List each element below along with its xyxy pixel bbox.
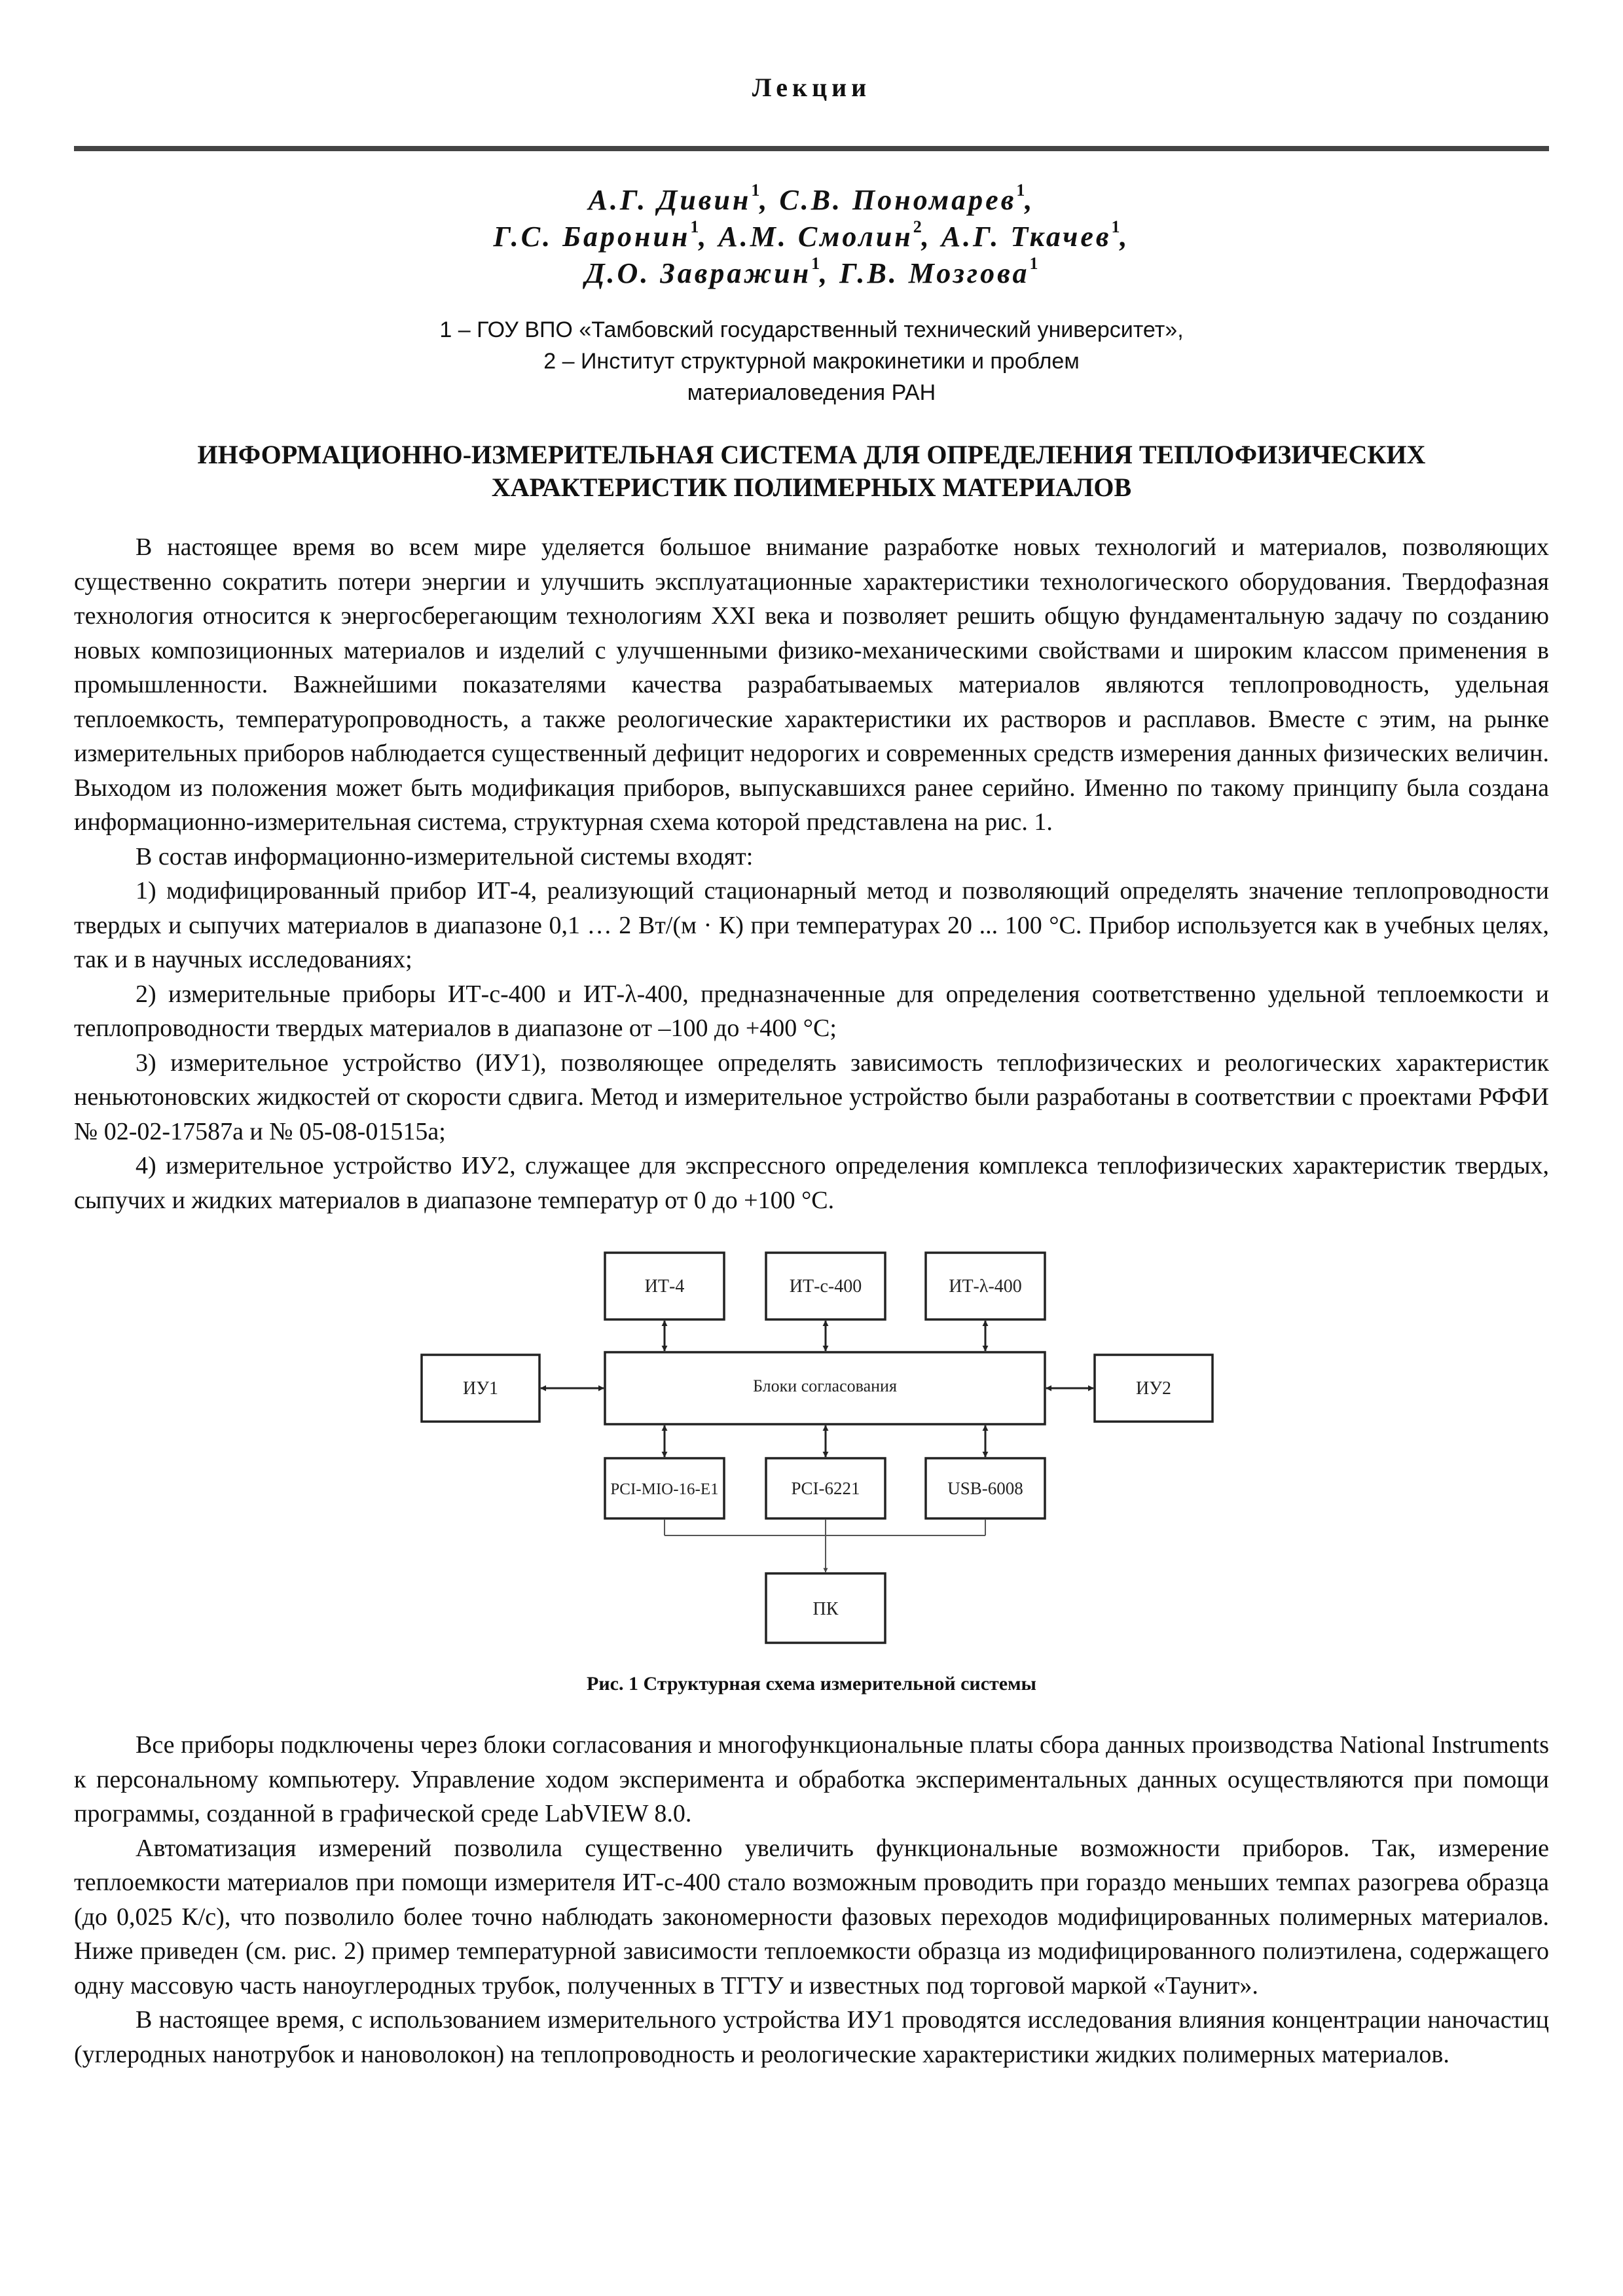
- author-separator: ,: [1025, 184, 1035, 216]
- paragraph-automation: Автоматизация измерений позволила существенно увеличить функциональные возможности приборов. Так, измерение теплоемкости материалов при помощи измерителя ИТ-с-400 стало возможным проводить при гораздо меньших темпах разогрева образца (до 0,025 К/с), что позволило более точно наблюдать закономерности фазовых переходов модифицированных полимерных материалов. Ниже приведен (см. рис. 2) пример температурной зависимости теплоемкости образца из модифицированного полиэтилена, содержащего одну массовую часть наноуглеродных трубок, полученных в ТГТУ и известных под торговой маркой «Таунит».: [74, 1834, 1549, 2000]
- label-it4: ИТ-4: [644, 1276, 685, 1297]
- list-item-it400: 2) измерительные приборы ИТ-с-400 и ИТ-λ-400, предназначенные для определения соответственно удельной теплоемкости и теплопроводности твердых материалов в диапазоне от –100 до +400 °С;: [74, 980, 1549, 1042]
- author-name: С.В. Пономарев: [779, 184, 1017, 216]
- affiliation-line: 2 – Институт структурной макрокинетики и проблем: [543, 349, 1080, 374]
- title-line: ИНФОРМАЦИОННО-ИЗМЕРИТЕЛЬНАЯ СИСТЕМА ДЛЯ ОПРЕДЕЛЕНИЯ ТЕПЛОФИЗИЧЕСКИХ: [197, 440, 1426, 469]
- author-name: Г.В. Мозгова: [839, 257, 1030, 289]
- author-affil-mark: 1: [811, 254, 820, 274]
- label-pc: ПК: [812, 1599, 839, 1619]
- label-iu2: ИУ2: [1135, 1378, 1172, 1399]
- author-affil-mark: 1: [751, 181, 760, 200]
- label-pci6221: PCI-6221: [791, 1479, 860, 1498]
- body-text-bottom: [74, 1728, 1549, 2072]
- author-name: А.Г. Ткачев: [941, 221, 1112, 253]
- label-pci-mio: PCI-MIO-16-E1: [610, 1480, 719, 1498]
- affiliation-line: материаловедения РАН: [687, 380, 936, 405]
- label-itl400: ИТ-λ-400: [949, 1276, 1022, 1297]
- author-affil-mark: 1: [1016, 181, 1025, 200]
- paragraph-list-intro: В состав информационно-измерительной системы входят:: [136, 842, 754, 870]
- author-separator: ,: [1120, 221, 1130, 253]
- author-affil-mark: 2: [913, 217, 922, 237]
- label-iu1: ИУ1: [462, 1378, 499, 1399]
- paragraph-research: В настоящее время, с использованием измерительного устройства ИУ1 проводятся исследования влияния концентрации наночастиц (углеродных нанотрубок и нановолокон) на теплопроводность и реологические характеристики жидких полимерных материалов.: [74, 2006, 1549, 2068]
- title-line: ХАРАКТЕРИСТИК ПОЛИМЕРНЫХ МАТЕРИАЛОВ: [491, 473, 1132, 502]
- author-affil-mark: 1: [1111, 217, 1120, 237]
- list-item-iu2: 4) измерительное устройство ИУ2, служащее для экспрессного определения комплекса теплофизических характеристик твердых, сыпучих и жидких материалов в диапазоне температур от 0 до +100 °С.: [74, 1152, 1549, 1214]
- author-affil-mark: 1: [690, 217, 699, 237]
- figure-caption: Рис. 1 Структурная схема измерительной системы: [587, 1673, 1036, 1695]
- label-blocks: Блоки согласования: [753, 1376, 897, 1395]
- author-separator: ,: [921, 221, 941, 253]
- label-usb6008: USB-6008: [947, 1479, 1023, 1498]
- label-itc400: ИТ-с-400: [789, 1276, 862, 1297]
- author-name: Г.С. Баронин: [493, 221, 691, 253]
- author-separator: ,: [820, 257, 840, 289]
- author-name: А.Г. Дивин: [588, 184, 752, 216]
- list-item-iu1: 3) измерительное устройство (ИУ1), позволяющее определять зависимость теплофизических и реологических характеристик неньютоновских жидкостей от скорости сдвига. Метод и измерительное устройство были разработаны в соответствии с проектами РФФИ № 02-02-17587а и № 05-08-01515а;: [74, 1049, 1549, 1145]
- affiliation-line: 1 – ГОУ ВПО «Тамбовский государственный технический университет»,: [439, 317, 1184, 342]
- page-header: Лекции: [752, 73, 871, 102]
- paragraph-connections: Все приборы подключены через блоки согласования и многофункциональные платы сбора данных производства National Instruments к персональному компьютеру. Управление ходом эксперимента и обработка экспериментальных данных осуществляются при помощи программы, созданной в графической среде LabVIEW 8.0.: [74, 1731, 1549, 1827]
- author-separator: ,: [759, 184, 780, 216]
- list-item-it4: 1) модифицированный прибор ИТ-4, реализующий стационарный метод и позволяющий определять значение теплопроводности твердых и сыпучих материалов в диапазоне 0,1 … 2 Вт/(м · К) при температурах 20 ... 100 °С. Прибор используется как в учебных целях, так и в научных исследованиях;: [74, 877, 1549, 973]
- author-name: Д.О. Завражин: [585, 257, 812, 289]
- author-affil-mark: 1: [1029, 254, 1038, 274]
- paragraph-intro: В настоящее время во всем мире уделяется большое внимание разработке новых технологий и материалов, позволяющих существенно сократить потери энергии и улучшить эксплуатационные характеристики технологического оборудования. Твердофазная технология относится к энергосберегающим технологиям XXI века и позволяет решить общую фундаментальную задачу по созданию новых композиционных материалов и изделий с улучшенными физико-механическими свойствами и широким классом применения в промышленности. Важнейшими показателями качества разрабатываемых материалов являются теплопроводность, удельная теплоемкость, температуропроводность, а также реологические характеристики их растворов и расплавов. Вместе с этим, на рынке измерительных приборов наблюдается существенный дефицит недорогих и современных средств измерения данных физических величин. Выходом из положения может быть модификация приборов, выпускавшихся ранее серийно. Именно по такому принципу была создана информационно-измерительная система, структурная схема которой представлена на рис. 1.: [74, 533, 1549, 836]
- author-name: А.М. Смолин: [718, 221, 913, 253]
- author-separator: ,: [699, 221, 719, 253]
